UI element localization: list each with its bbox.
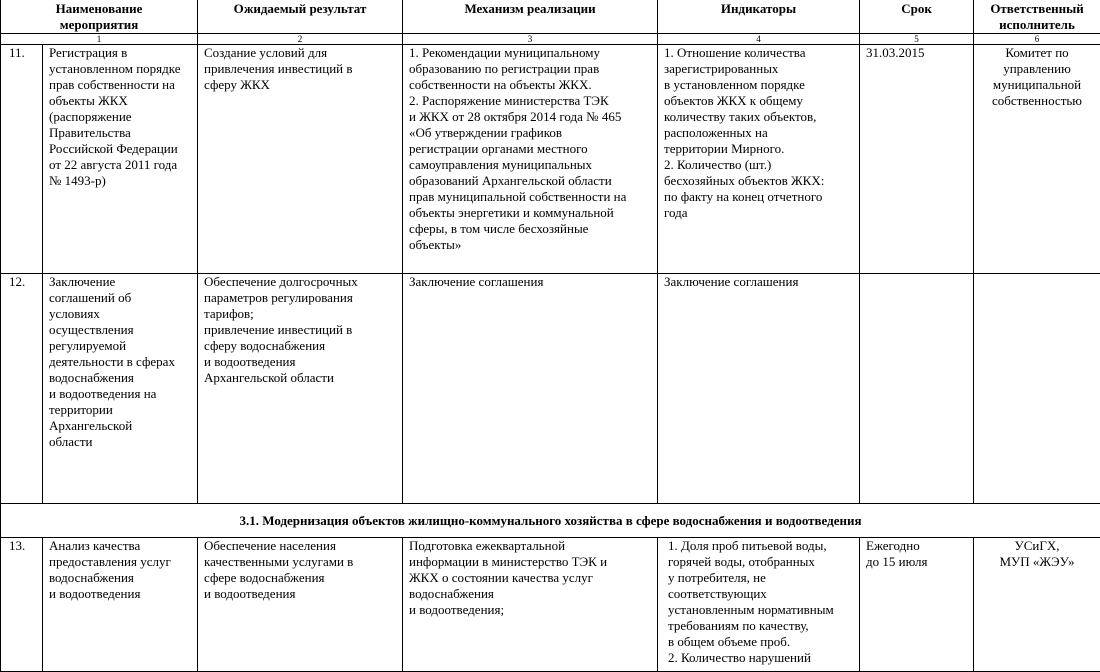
row-mechanism: Подготовка ежеквартальной информации в министерство ТЭК и ЖКХ о состоянии качества услуг водоснабжения и водоотведения; xyxy=(403,538,658,672)
row-name: Заключение соглашений об условиях осуществления регулируемой деятельности в сферах водоснабжения и водоотведения на территории Архангельской области xyxy=(43,274,198,504)
row-name: Анализ качества предоставления услуг водоснабжения и водоотведения xyxy=(43,538,198,672)
row-indicators: 1. Доля проб питьевой воды, горячей воды, отобранных у потребителя, не соответствующих установленным нормативным требованиям по качеству, в общем объеме проб. 2. Количество нарушений xyxy=(658,538,860,672)
column-number: 5 xyxy=(860,34,974,45)
row-result: Обеспечение населения качественными услугами в сфере водоснабжения и водоотведения xyxy=(198,538,403,672)
column-number: 1 xyxy=(1,34,198,45)
column-number: 4 xyxy=(658,34,860,45)
column-numbers-row xyxy=(1,34,1100,45)
header-executor: Ответственный исполнитель xyxy=(974,0,1100,34)
header-indicators: Индикаторы xyxy=(658,0,860,34)
column-number: 6 xyxy=(974,34,1100,45)
row-executor: УСиГХ, МУП «ЖЭУ» xyxy=(974,538,1100,672)
header-name: Наименование мероприятия xyxy=(1,0,198,34)
header-result: Ожидаемый результат xyxy=(198,0,403,34)
row-number: 12. xyxy=(1,274,43,504)
row-number: 11. xyxy=(1,45,43,274)
row-indicators: Заключение соглашения xyxy=(658,274,860,504)
column-number: 3 xyxy=(403,34,658,45)
row-mechanism: 1. Рекомендации муниципальному образованию по регистрации прав собственности на объекты ЖКХ. 2. Распоряжение министерства ТЭК и ЖКХ от 28 октября 2014 года № 465 «Об утверждении графиков регистрации органами местного самоуправления муниципальных образований Архангельской области прав муниципальной собственности на объекты энергетики и коммунальной сферы, в том числе бесхозяйные объекты» xyxy=(403,45,658,274)
table-row xyxy=(1,274,1100,504)
row-deadline: Ежегодно до 15 июля xyxy=(860,538,974,672)
section-title: 3.1. Модернизация объектов жилищно-коммунального хозяйства в сфере водоснабжения и водоотведения xyxy=(1,504,1100,538)
table-row xyxy=(1,538,1100,672)
row-executor: Комитет по управлению муниципальной собственностью xyxy=(974,45,1100,274)
row-executor xyxy=(974,274,1100,504)
header-row xyxy=(1,0,1100,34)
row-number: 13. xyxy=(1,538,43,672)
row-indicators: 1. Отношение количества зарегистрированных в установленном порядке объектов ЖКХ к общему количеству таких объектов, расположенных на территории Мирного. 2. Количество (шт.) бесхозяйных объектов ЖКХ: по факту на конец отчетного года xyxy=(658,45,860,274)
row-deadline xyxy=(860,274,974,504)
row-mechanism: Заключение соглашения xyxy=(403,274,658,504)
table-row xyxy=(1,45,1100,274)
row-result: Создание условий для привлечения инвестиций в сферу ЖКХ xyxy=(198,45,403,274)
row-result: Обеспечение долгосрочных параметров регулирования тарифов; привлечение инвестиций в сферу водоснабжения и водоотведения Архангельской области xyxy=(198,274,403,504)
row-name: Регистрация в установленном порядке прав собственности на объекты ЖКХ (распоряжение Правительства Российской Федерации от 22 августа 2011 года № 1493-р) xyxy=(43,45,198,274)
section-row xyxy=(1,504,1100,538)
row-deadline: 31.03.2015 xyxy=(860,45,974,274)
header-mechanism: Механизм реализации xyxy=(403,0,658,34)
column-number: 2 xyxy=(198,34,403,45)
header-deadline: Срок xyxy=(860,0,974,34)
